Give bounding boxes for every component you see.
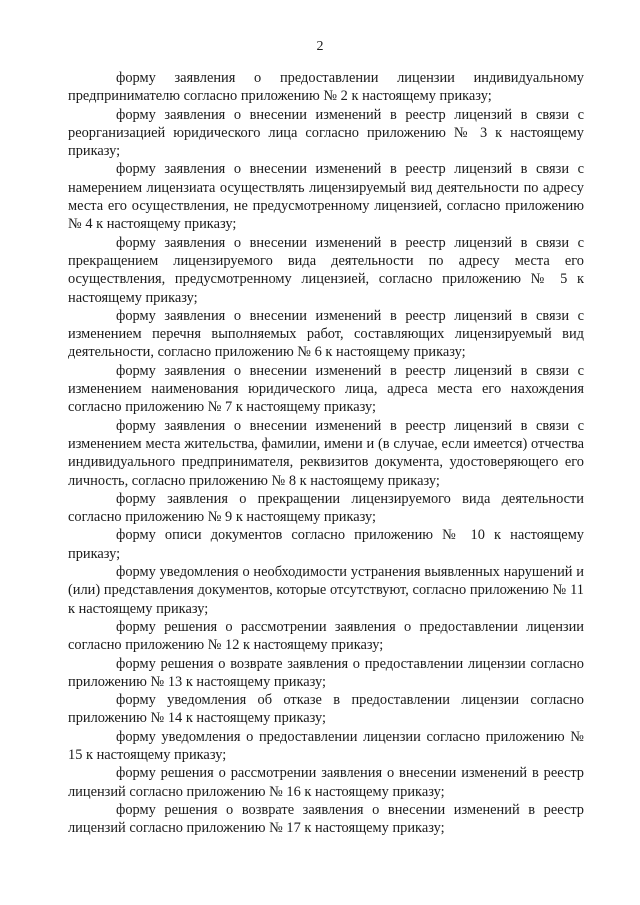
- paragraph-13: форму уведомления об отказе в предоставлении лицензии согласно приложению № 14 к настоящему приказу;: [68, 692, 584, 727]
- paragraph-11: форму решения о рассмотрении заявления о предоставлении лицензии согласно приложению № 12 к настоящему приказу;: [68, 618, 584, 654]
- document-body: [68, 69, 584, 837]
- paragraph-7: форму заявления о внесении изменений в реестр лицензий в связи с изменением места жительства, фамилии, имени и (в случае, если имеется) отчества индивидуального предпринимателя, реквизитов документа, удостоверяющего его личность, согласно приложению № 8 к настоящему приказу;: [68, 417, 584, 489]
- paragraph-1: форму заявления о предоставлении лицензии индивидуальному предпринимателю согласно приложению № 2 к настоящему приказу;: [68, 70, 584, 105]
- page-number: 2: [316, 39, 324, 54]
- paragraph-14: форму уведомления о предоставлении лицензии согласно приложению № 15 к настоящему приказу;: [68, 728, 584, 763]
- paragraph-10: форму уведомления о необходимости устранения выявленных нарушений и (или) представления документов, которые отсутствуют, согласно приложению № 11 к настоящему приказу;: [68, 564, 584, 617]
- paragraph-16: форму решения о возврате заявления о внесении изменений в реестр лицензий согласно приложению № 17 к настоящему приказу;: [68, 801, 584, 837]
- paragraph-3: форму заявления о внесении изменений в реестр лицензий в связи с намерением лицензиата осуществлять лицензируемый вид деятельности по адресу места его осуществления, не предусмотренному лицензией, согласно приложению № 4 к настоящему приказу;: [68, 161, 584, 233]
- paragraph-5: форму заявления о внесении изменений в реестр лицензий в связи с изменением перечня выполняемых работ, составляющих лицензируемый вид деятельности, согласно приложению № 6 к настоящему приказу;: [68, 307, 584, 361]
- paragraph-8: форму заявления о прекращении лицензируемого вида деятельности согласно приложению № 9 к настоящему приказу;: [68, 490, 584, 526]
- paragraph-15: форму решения о рассмотрении заявления о внесении изменений в реестр лицензий согласно приложению № 16 к настоящему приказу;: [68, 765, 584, 800]
- paragraph-9: форму описи документов согласно приложению № 10 к настоящему приказу;: [68, 527, 584, 562]
- paragraph-6: форму заявления о внесении изменений в реестр лицензий в связи с изменением наименования юридического лица, адреса места его нахождения согласно приложению № 7 к настоящему приказу;: [68, 362, 584, 416]
- paragraph-2: форму заявления о внесении изменений в реестр лицензий в связи с реорганизацией юридического лица согласно приложению № 3 к настоящему приказу;: [68, 106, 584, 160]
- paragraph-4: форму заявления о внесении изменений в реестр лицензий в связи с прекращением лицензируемого вида деятельности по адресу места его осуществления, предусмотренному лицензией, согласно приложению № 5 к настоящему приказу;: [68, 234, 584, 306]
- paragraph-12: форму решения о возврате заявления о предоставлении лицензии согласно приложению № 13 к настоящему приказу;: [68, 655, 584, 690]
